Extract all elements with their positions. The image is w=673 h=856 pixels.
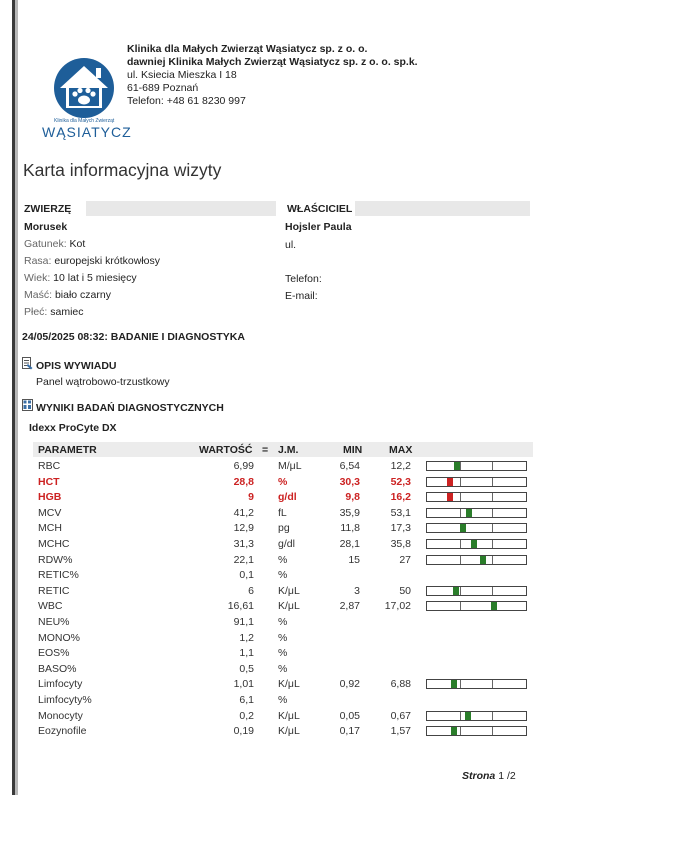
param-name: Eozynofile [38, 725, 87, 738]
range-bar [426, 601, 527, 611]
param-max: 53,1 [390, 506, 411, 519]
param-name: MCHC [38, 538, 70, 550]
param-value: 6,1 [239, 694, 254, 706]
param-unit: K/μL [278, 709, 300, 722]
param-name: RETIC% [38, 569, 79, 582]
range-marker [454, 462, 460, 470]
table-row [0, 631, 673, 646]
range-marker [451, 727, 457, 735]
param-name: EOS% [38, 647, 70, 660]
param-max: 1,57 [390, 725, 411, 738]
param-unit: K/μL [278, 725, 300, 738]
param-value: 91,1 [233, 616, 254, 628]
animal-color: Maść: biało czarny [24, 289, 111, 301]
range-bar [426, 586, 527, 596]
table-row [0, 584, 673, 599]
owner-street: ul. [285, 239, 297, 251]
param-name: MONO% [38, 631, 80, 644]
clinic-phone: Telefon: +48 61 8230 997 [127, 95, 246, 107]
logo-small-text: Klinika dla Małych Zwierząt [54, 118, 115, 124]
param-unit: % [278, 569, 288, 582]
table-row [0, 724, 673, 739]
range-marker [447, 478, 453, 486]
param-name: WBC [38, 600, 63, 613]
param-unit: K/μL [278, 600, 300, 613]
param-unit: K/μL [278, 678, 300, 691]
param-value: 31,3 [233, 538, 254, 550]
param-name: RETIC [38, 584, 70, 597]
param-value: 16,61 [227, 600, 254, 613]
param-unit: pg [278, 522, 290, 535]
param-name: RDW% [38, 553, 73, 566]
param-unit: % [278, 694, 288, 706]
clinic-city: 61-689 Poznań [127, 82, 199, 94]
param-min: 28,1 [339, 538, 360, 550]
param-name: MCH [38, 522, 62, 535]
param-value: 1,01 [233, 678, 254, 691]
param-unit: M/μL [278, 460, 302, 472]
range-marker [465, 712, 471, 720]
table-row [0, 599, 673, 614]
document-icon [22, 357, 33, 370]
param-value: 28,8 [233, 475, 254, 488]
param-value: 41,2 [233, 506, 254, 519]
table-row [0, 475, 673, 490]
param-min: 0,17 [339, 725, 360, 738]
col-param: PARAMETR [38, 444, 97, 456]
param-max: 0,67 [390, 709, 411, 722]
param-max: 35,8 [390, 538, 411, 550]
param-name: HGB [38, 491, 62, 504]
param-unit: % [278, 616, 288, 628]
param-max: 6,88 [390, 678, 411, 691]
param-max: 27 [399, 553, 411, 566]
owner-heading: WŁAŚCICIEL [287, 203, 353, 215]
range-marker [480, 556, 486, 564]
param-name: RBC [38, 460, 61, 472]
param-name: Limfocyty% [38, 694, 92, 706]
owner-name: Hojsler Paula [285, 221, 352, 233]
table-row [0, 459, 673, 474]
results-heading: WYNIKI BADAŃ DIAGNOSTYCZNYCH [36, 402, 224, 414]
table-row [0, 506, 673, 521]
param-name: Monocyty [38, 709, 83, 722]
range-marker [451, 680, 457, 688]
param-value: 0,19 [233, 725, 254, 738]
param-unit: % [278, 647, 288, 660]
clinic-former-name: dawniej Klinika Małych Zwierząt Wąsiatycz sp. z o. o. sp.k. [127, 56, 418, 68]
range-bar [426, 461, 527, 471]
param-unit: % [278, 553, 288, 566]
clinic-name: Klinika dla Małych Zwierząt Wąsiatycz sp. z o. o. [127, 43, 368, 55]
param-value: 6 [248, 584, 254, 597]
table-row [0, 553, 673, 568]
param-min: 3 [354, 584, 360, 597]
param-unit: % [278, 475, 288, 488]
table-row [0, 615, 673, 630]
animal-sex: Płeć: samiec [24, 306, 84, 318]
range-marker [447, 493, 453, 501]
param-value: 0,2 [239, 709, 254, 722]
param-unit: % [278, 662, 288, 675]
param-value: 0,5 [239, 662, 254, 675]
range-bar [426, 523, 527, 533]
owner-phone-label: Telefon: [285, 273, 322, 285]
param-min: 0,92 [339, 678, 360, 691]
owner-email-label: E-mail: [285, 290, 318, 302]
range-marker [466, 509, 472, 517]
animal-heading-band [86, 201, 276, 216]
param-min: 6,54 [339, 460, 360, 472]
history-text: Panel wątrobowo-trzustkowy [36, 376, 170, 388]
animal-age: Wiek: 10 lat i 5 miesięcy [24, 272, 137, 284]
table-icon [22, 399, 33, 411]
visit-heading: 24/05/2025 08:32: BADANIE I DIAGNOSTYKA [22, 331, 245, 343]
col-value: WARTOŚĆ [199, 444, 253, 456]
param-max: 50 [399, 584, 411, 597]
page-counter: Strona 1 /2 [462, 770, 516, 782]
param-name: Limfocyty [38, 678, 83, 691]
param-min: 30,3 [339, 475, 360, 488]
logo-big-text: WĄSIATYCZ [42, 124, 132, 140]
param-value: 0,1 [239, 569, 254, 582]
param-name: NEU% [38, 616, 70, 628]
param-unit: fL [278, 506, 287, 519]
history-heading: OPIS WYWIADU [36, 360, 117, 372]
param-unit: g/dl [278, 538, 295, 550]
param-name: HCT [38, 475, 60, 488]
param-min: 11,8 [340, 522, 360, 535]
param-value: 1,1 [239, 647, 254, 660]
table-row [0, 537, 673, 552]
param-unit: % [278, 631, 288, 644]
param-max: 52,3 [390, 475, 411, 488]
range-marker [491, 602, 497, 610]
table-row [0, 568, 673, 583]
range-bar [426, 492, 527, 502]
table-row [0, 490, 673, 505]
table-row [0, 646, 673, 661]
range-marker [471, 540, 477, 548]
param-min: 0,05 [339, 709, 360, 722]
page-title: Karta informacyjna wizyty [23, 160, 222, 180]
param-min: 9,8 [345, 491, 360, 504]
param-max: 12,2 [390, 460, 411, 472]
range-bar [426, 539, 527, 549]
param-name: BASO% [38, 662, 77, 675]
param-min: 35,9 [339, 506, 360, 519]
col-unit: J.M. [278, 444, 299, 456]
animal-species: Gatunek: Kot [24, 238, 86, 250]
col-flag: = [262, 444, 269, 456]
param-max: 16,2 [390, 491, 411, 504]
range-marker [453, 587, 459, 595]
range-bar [426, 711, 527, 721]
param-max: 17,02 [384, 600, 411, 613]
animal-name: Morusek [24, 221, 68, 233]
device-name: Idexx ProCyte DX [29, 422, 117, 434]
owner-heading-band [355, 201, 530, 216]
param-value: 9 [248, 491, 254, 504]
col-max: MAX [389, 444, 413, 456]
table-row [0, 693, 673, 708]
param-min: 15 [348, 553, 360, 566]
param-min: 2,87 [339, 600, 360, 613]
table-row [0, 662, 673, 677]
table-row [0, 677, 673, 692]
range-bar [426, 726, 527, 736]
param-max: 17,3 [390, 522, 411, 535]
range-bar [426, 679, 527, 689]
clinic-street: ul. Ksiecia Mieszka I 18 [127, 69, 237, 81]
param-value: 22,1 [233, 553, 254, 566]
animal-heading: ZWIERZĘ [24, 203, 72, 215]
range-bar [426, 477, 527, 487]
param-unit: g/dl [278, 491, 297, 504]
table-row [0, 521, 673, 536]
param-name: MCV [38, 506, 62, 519]
col-min: MIN [343, 444, 363, 456]
range-bar [426, 555, 527, 565]
param-value: 12,9 [233, 522, 254, 535]
table-row [0, 709, 673, 724]
range-bar [426, 508, 527, 518]
param-unit: K/μL [278, 584, 300, 597]
param-value: 1,2 [239, 631, 254, 644]
range-marker [460, 524, 466, 532]
param-value: 6,99 [233, 460, 254, 472]
clinic-address [127, 43, 418, 108]
animal-breed: Rasa: europejski krótkowłosy [24, 255, 160, 267]
